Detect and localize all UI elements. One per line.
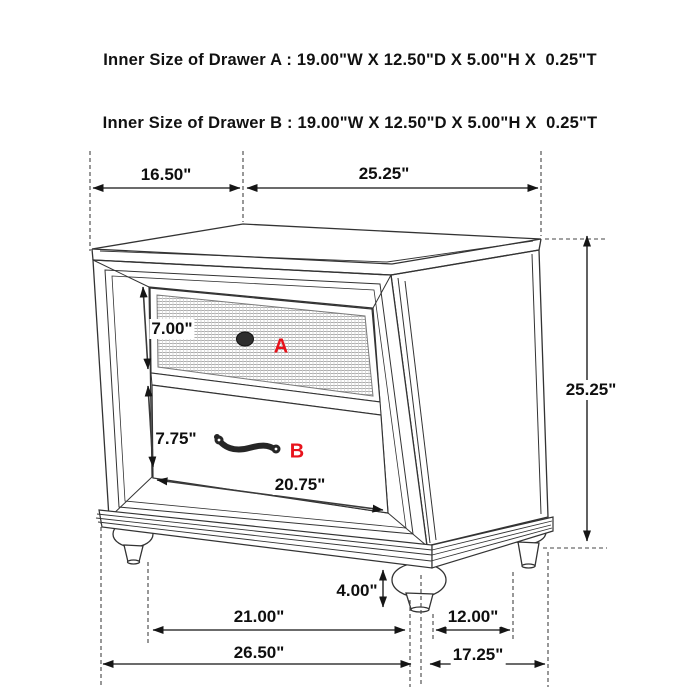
drawer-a-knob [237,332,254,346]
drawer-a-marker: A [273,335,289,358]
dim-label-overall-width: 26.50" [233,643,285,662]
dim-label-front-leg-span: 21.00" [233,607,285,626]
header-line-1: Inner Size of Drawer A : 19.00"W X 12.50"D X 5.00"H X 0.25"T [103,51,597,69]
dim-label-side-leg-span: 12.00" [447,607,499,626]
dim-label-overall-depth: 17.25" [452,645,504,664]
header-line-2: Inner Size of Drawer B : 19.00"W X 12.50"D X 5.00"H X 0.25"T [102,114,598,132]
front-center-leg [392,563,446,612]
dim-label-drawer-a-height: 7.00" [151,319,193,338]
dim-label-top-depth: 16.50" [140,165,192,184]
drawer-b-marker: B [289,440,305,463]
dim-label-leg-height: 4.00" [336,581,378,600]
dim-label-top-width: 25.25" [358,164,410,183]
dim-label-drawer-b-width: 20.75" [274,475,326,494]
dim-label-overall-height: 25.25" [565,380,617,399]
dim-label-drawer-b-height: 7.75" [155,429,197,448]
